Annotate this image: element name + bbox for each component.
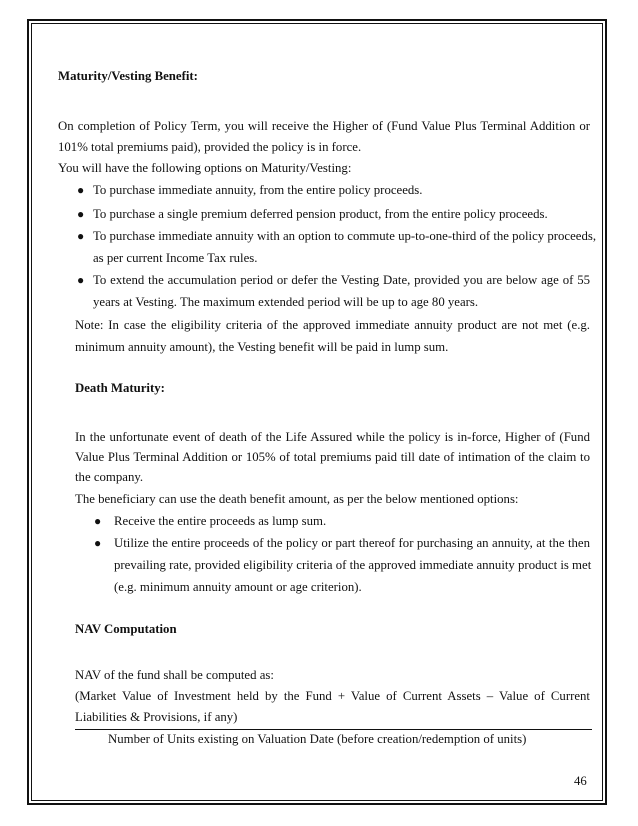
bullet-icon: ●: [77, 183, 85, 197]
bullet-icon: ●: [94, 514, 102, 528]
maturity-options-intro: You will have the following options on Maturity/Vesting:: [58, 161, 352, 175]
maturity-option-item: To purchase immediate annuity with an option to commute up-to-one-third of the policy proceeds,: [93, 229, 597, 243]
maturity-option-item: To purchase a single premium deferred pension product, from the entire policy proceeds.: [93, 207, 548, 221]
death-option-item: Receive the entire proceeds as lump sum.: [114, 514, 327, 528]
death-option-item-continued: prevailing rate, provided eligibility criteria of the approved immediate annuity product is met: [114, 558, 592, 572]
nav-intro: NAV of the fund shall be computed as:: [75, 668, 274, 682]
maturity-option-item-continued: as per current Income Tax rules.: [93, 251, 258, 265]
nav-formula-numerator: (Market Value of Investment held by the Fund + Value of Current Assets – Value of Current: [75, 689, 590, 703]
bullet-icon: ●: [77, 273, 85, 287]
nav-formula-denominator: Number of Units existing on Valuation Date (before creation/redemption of units): [108, 732, 527, 746]
maturity-option-item-continued: years at Vesting. The maximum extended period will be up to age 80 years.: [93, 295, 479, 309]
maturity-option-item: To purchase immediate annuity, from the entire policy proceeds.: [93, 183, 423, 197]
maturity-option-item: To extend the accumulation period or defer the Vesting Date, provided you are below age of 55: [93, 273, 590, 287]
death-paragraph-line: In the unfortunate event of death of the Life Assured while the policy is in-force, Higher of (Fund: [75, 430, 590, 444]
death-option-item: Utilize the entire proceeds of the policy or part thereof for purchasing an annuity, at the then: [114, 536, 590, 550]
death-options-intro: The beneficiary can use the death benefit amount, as per the below mentioned options:: [75, 492, 519, 506]
maturity-vesting-heading: Maturity/Vesting Benefit:: [58, 69, 198, 83]
death-option-item-continued: (e.g. minimum annuity amount or age criterion).: [114, 580, 362, 594]
bullet-icon: ●: [77, 229, 85, 243]
page-number: 46: [574, 774, 587, 788]
death-maturity-heading: Death Maturity:: [75, 381, 165, 395]
maturity-paragraph-line: On completion of Policy Term, you will receive the Higher of (Fund Value Plus Terminal Addition or: [58, 119, 590, 133]
maturity-paragraph-line: 101% total premiums paid), provided the policy is in force.: [58, 140, 362, 154]
nav-computation-heading: NAV Computation: [75, 622, 177, 636]
nav-formula-numerator: Liabilities & Provisions, if any): [75, 710, 238, 724]
maturity-note-line: Note: In case the eligibility criteria of the approved immediate annuity product are not met (e.g.: [75, 318, 590, 332]
death-paragraph-line: the company.: [75, 470, 144, 484]
bullet-icon: ●: [77, 207, 85, 221]
death-paragraph-line: Value Plus Terminal Addition or 105% of total premiums paid till date of intimation of the claim to: [75, 450, 590, 464]
maturity-note-line: minimum annuity amount), the Vesting benefit will be paid in lump sum.: [75, 340, 449, 354]
bullet-icon: ●: [94, 536, 102, 550]
